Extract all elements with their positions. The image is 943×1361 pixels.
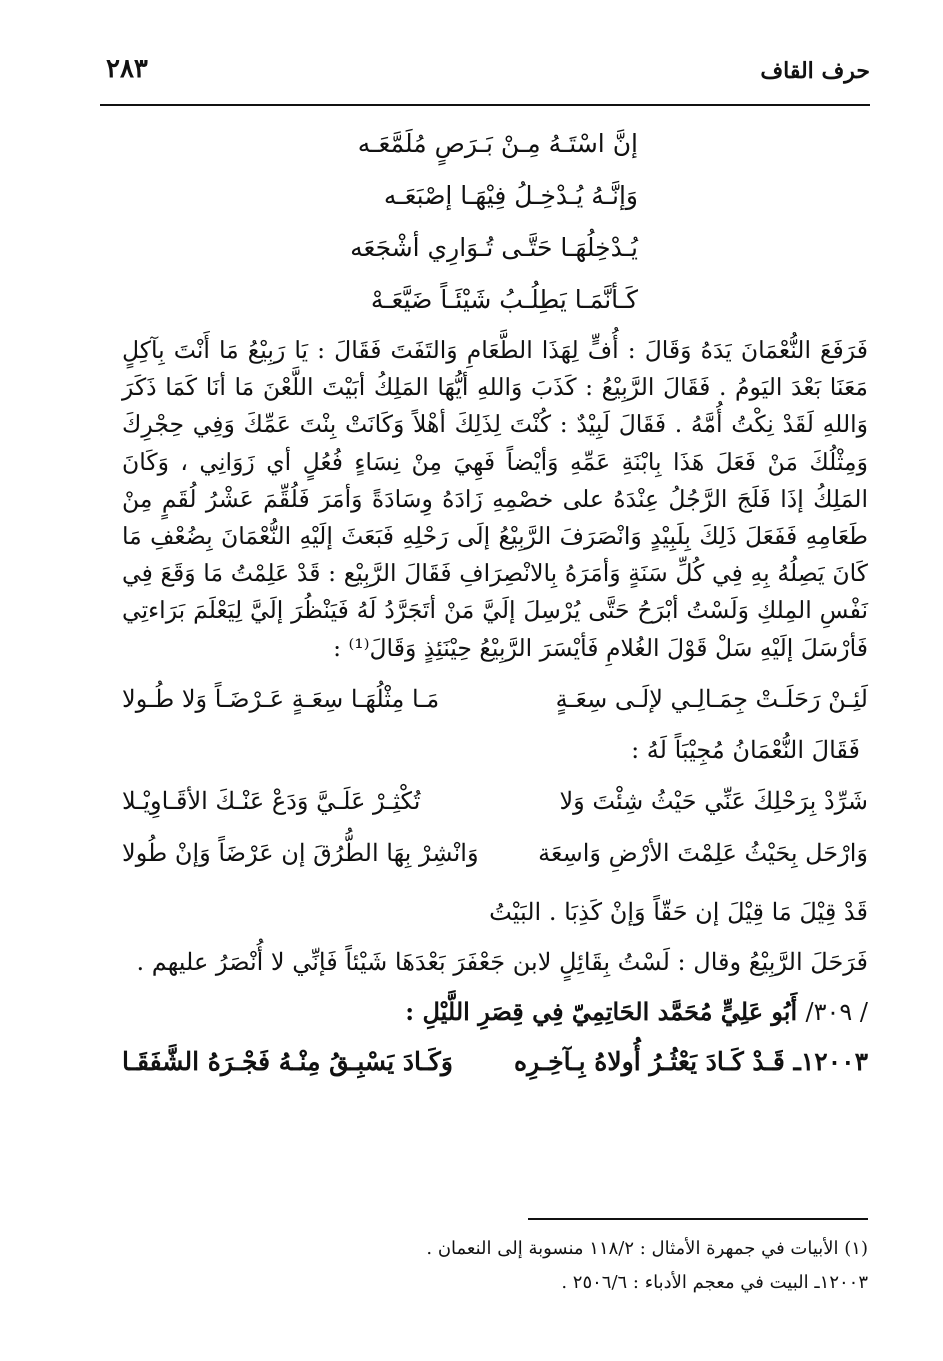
numbered-couplet: [122, 1037, 868, 1087]
poem-couplet: [122, 673, 868, 725]
footnote: ١٢٠٠٣ـ البيت في معجم الأدباء : ٢٥٠٦/٦ .: [561, 1272, 868, 1293]
hemistich-first: شَرِّدْ بِرَحْلِكَ عَنِّي حَيْثُ شِئْتَ وَلا: [559, 786, 868, 815]
verse-line: وَإنَّـهُ يُـدْخِـلُ فِيْهَـا إصْبَعَـه: [383, 181, 638, 210]
chapter-title: حرف القاف: [760, 58, 870, 84]
footnotes: [122, 1232, 868, 1300]
hemistich-first: وَارْحَل بِحَيْثُ عَلِمْتَ الأرْضِ وَاسِعَة: [538, 838, 868, 867]
hemistich-second: تُكْثِـرْ عَلَـيَّ وَدَعْ عَنْـكَ الأقَـاوِيْـلا: [122, 786, 421, 815]
hemistich-first: ١٢٠٠٣ـ قَـدْ كَـادَ يَعْثُـرُ أُولاهُ بِـآخِـرِه: [514, 1046, 868, 1076]
quoted-line: قَدْ قِيْلَ مَا قِيْلَ إن حَقّاً وَإنْ كَذِبَا . البَيْتُ: [489, 897, 868, 926]
hemistich-second: وَانْشِرْ بِهَا الطُّرُقَ إن عَرْضَاً وَإنْ طُولا: [122, 838, 479, 867]
footnote-rule: [528, 1218, 868, 1220]
poem-couplet: [122, 827, 868, 879]
poem-couplet: [122, 775, 868, 827]
verse-line: يُـدْخِلُهَـا حَتَّـى تُـوَارِي أشْجَعَه: [350, 233, 638, 262]
entry-heading: [122, 987, 868, 1037]
rajaz-verses: [122, 118, 868, 326]
verse-line: إنَّ اسْتَـهُ مِـنْ بَـرَصٍ مُلَمَّعَـه: [357, 129, 638, 158]
entry-title: أَبُو عَلِيٍّ مُحَمَّد الحَاتِمِيّ فِي قِصَرِ اللَّيْلِ :: [405, 996, 798, 1026]
hemistich-first: لَئِـنْ رَحَلَـتْ جِمَـالِـي لإلَـى سِعَـةٍ: [555, 684, 868, 713]
main-text: [122, 118, 868, 1087]
prose-paragraph: [122, 332, 868, 667]
hemistich-second: مَـا مِثْلُهَـا سِعَـةٍ عَـرْضَـاً وَلا طُـولا: [122, 684, 440, 713]
verse-line: كَـأنَّمَـا يَطِلُـبُ شَيْئَـاً ضَيَّعَـهْ: [370, 285, 638, 314]
footnote: (١) الأبيات في جمهرة الأمثال : ١١٨/٢ منسوبة إلى النعمان .: [426, 1238, 868, 1259]
reply-intro: فَقَالَ النُّعْمَانُ مُجِيْبَاً لَهُ :: [631, 735, 860, 764]
header-rule: [100, 104, 870, 106]
narrative-line: فَرَحَلَ الرَّبِيْعُ وقال : لَسْتُ بِقَائِلٍ لابن جَعْفَرَ بَعْدَهَا شَيْئاً فَإنِّي لا أُنْصَرُ عليهم .: [136, 947, 868, 976]
page-number: ٢٨٣: [106, 54, 148, 84]
entry-number: / ٣٠٩/: [805, 997, 868, 1026]
hemistich-second: وَكَـادَ يَسْبِـقُ مِنْـهُ فَجْـرَهُ الشَّفَقَـا: [122, 1046, 453, 1076]
page-header: [100, 52, 870, 92]
prose-text: فَرَفَعَ النُّعْمَانَ يَدَهُ وَقَالَ : أُفٍّ لِهَذَا الطَّعَامِ وَالتَفَتَ فَقَالَ : يَا رَبِيْعُ مَا أَنْتَ بِآكِلٍ مَعَنَا بَعْدَ اليَومُ . فَقَالَ الرَّبِيْعُ : كَذَبَ وَاللهِ أيُّهَا المَلِكُ أبَيْتَ اللَّعْنَ مَا أنَا كَمَا ذَكَرَ وَاللهِ لَقَدْ نِكْتُ أُمَّهُ . فَقَالَ لَبِيْدٌ : كُنْتَ لِذَلِكَ أهْلاً وَكَانَتْ بِنْتَ عَمِّكَ وَفِي حِجْرِكَ وَمِثْلُكَ مَنْ فَعَلَ هَذَا بِابْنَةِ عَمِّهِ وَأيْضاً فَهِيَ مِنْ نِسَاءٍ فُعُلٍ أي زَوَانِي ، وَكَانَ المَلِكُ إذَا فَلَجَ الرَّجُلُ عِنْدَهُ على خصْمِهِ زَادَهُ وِسَادَةً وَأمَرَ فَلُقِّمَ عَشْرُ لُقَمٍ مِنْ طَعَامِهِ فَفَعَلَ ذَلِكَ بِلَبِيْدٍ وَانْصَرَفَ الرَّبِيْعُ إلَى رَحْلِهِ فَبَعَثَ إلَيْهِ النُّعْمَانَ بِضُعْفِ مَا كَانَ يَصِلُهُ بِهِ فِي كُلِّ سَنَةٍ وَأمَرَهُ بِالانْصِرَافِ فَقَالَ الرَّبِيْع : قَدْ عَلِمْتُ مَا وَقَعَ فِي نَفْسِ المِلكِ وَلَسْتُ أبْرَحُ حَتَّى يُرْسِلَ إلَيَّ مَنْ أتَجَرَّدُ لَهُ فَيَنْظُرَ إلَيَّ لِيَعْلَمَ بَرَاءتِي فَأرْسَلَ إلَيْهِ سَلْ قَوْلَ الغُلامِ فَأيْسَرَ الرَّبِيْعُ حِيْنَئِذٍ وَقَالَ⁽¹⁾ :: [122, 336, 868, 662]
